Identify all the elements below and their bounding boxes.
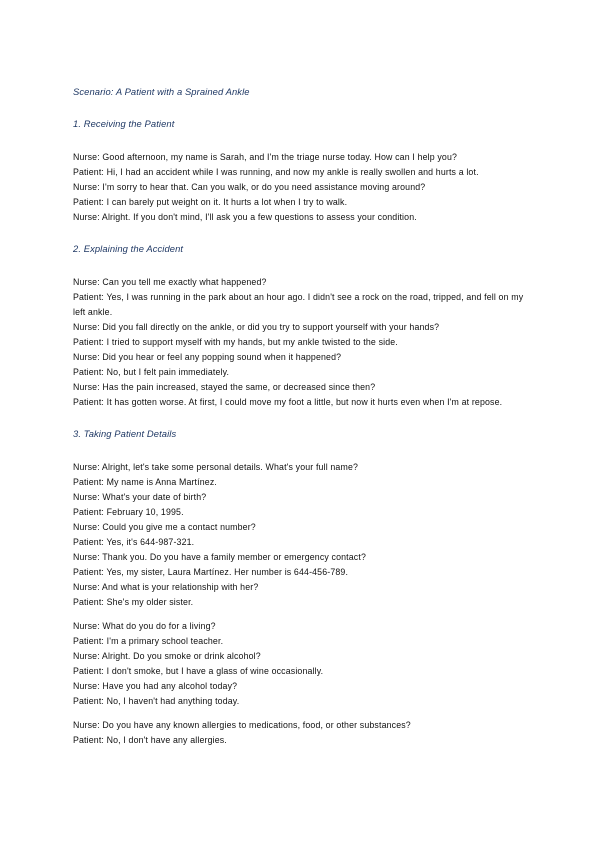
dialogue-text: Yes, I was running in the park about an hour ago. I didn't see a rock on the road, tripped, and fell on my left ankle. (73, 292, 524, 317)
speaker-label: Nurse: (73, 621, 100, 631)
speaker-label: Nurse: (73, 492, 100, 502)
speaker-label: Nurse: (73, 352, 100, 362)
speaker-label: Nurse: (73, 582, 100, 592)
paragraph-gap (73, 709, 530, 718)
speaker-label: Patient: (73, 696, 105, 706)
dialogue-text: Good afternoon, my name is Sarah, and I'm the triage nurse today. How can I help you? (102, 152, 458, 162)
speaker-label: Nurse: (73, 552, 100, 562)
dialogue-line (73, 694, 530, 709)
speaker-label: Nurse: (73, 522, 100, 532)
speaker-label: Nurse: (73, 212, 100, 222)
dialogue-text: Could you give me a contact number? (102, 522, 256, 532)
dialogue-line (73, 718, 530, 733)
dialogue-line (73, 490, 530, 505)
dialogue-text: I don't smoke, but I have a glass of wine occasionally. (106, 666, 324, 676)
dialogue-line (73, 320, 530, 335)
speaker-label: Nurse: (73, 720, 100, 730)
dialogue-line (73, 505, 530, 520)
dialogue-line (73, 679, 530, 694)
paragraph-gap (73, 610, 530, 619)
dialogue-line (73, 150, 530, 165)
dialogue-text: It has gotten worse. At first, I could move my foot a little, but now it hurts even when I'm at repose. (106, 397, 503, 407)
dialogue-text: What's your date of birth? (102, 492, 207, 502)
dialogue-text: Do you have any known allergies to medications, food, or other substances? (102, 720, 411, 730)
dialogue-text: Alright. If you don't mind, I'll ask you a few questions to assess your condition. (101, 212, 417, 222)
dialogue-line (73, 165, 530, 180)
dialogue-text: No, I haven't had anything today. (106, 696, 240, 706)
dialogue-text: Have you had any alcohol today? (102, 681, 238, 691)
dialogue-text: Can you tell me exactly what happened? (102, 277, 267, 287)
dialogue-text: I can barely put weight on it. It hurts a lot when I try to walk. (106, 197, 348, 207)
dialogue-text: Alright. Do you smoke or drink alcohol? (101, 651, 261, 661)
dialogue-line (73, 460, 530, 475)
dialogue-line (73, 350, 530, 365)
dialogue-line (73, 664, 530, 679)
dialogue-text: Thank you. Do you have a family member or emergency contact? (102, 552, 366, 562)
dialogue-text: February 10, 1995. (106, 507, 184, 517)
dialogue-text: My name is Anna Martínez. (106, 477, 217, 487)
speaker-label: Patient: (73, 167, 105, 177)
dialogue-line (73, 395, 530, 410)
speaker-label: Patient: (73, 197, 105, 207)
dialogue-line (73, 380, 530, 395)
speaker-label: Patient: (73, 597, 105, 607)
speaker-label: Nurse: (73, 182, 100, 192)
dialogue-text: What do you do for a living? (102, 621, 216, 631)
dialogue-line (73, 649, 530, 664)
dialogue-line (73, 550, 530, 565)
dialogue-line (73, 275, 530, 290)
document-title: Scenario: A Patient with a Sprained Ankle (73, 86, 250, 97)
dialogue-text: I'm a primary school teacher. (106, 636, 224, 646)
dialogue-text: Did you fall directly on the ankle, or did you try to support yourself with your hands? (102, 322, 440, 332)
dialogue-line (73, 535, 530, 550)
dialogue-text: And what is your relationship with her? (101, 582, 259, 592)
dialogue-line (73, 634, 530, 649)
section-heading: 1. Receiving the Patient (73, 118, 175, 129)
dialogue-text: No, but I felt pain immediately. (106, 367, 230, 377)
dialogue-text: She's my older sister. (106, 597, 194, 607)
dialogue-text: Did you hear or feel any popping sound when it happened? (102, 352, 342, 362)
dialogue-line (73, 210, 530, 225)
speaker-label: Patient: (73, 337, 105, 347)
speaker-label: Patient: (73, 507, 105, 517)
dialogue-line (73, 565, 530, 580)
section-heading: 3. Taking Patient Details (73, 428, 177, 439)
speaker-label: Patient: (73, 735, 105, 745)
speaker-label: Patient: (73, 666, 105, 676)
dialogue-line (73, 520, 530, 535)
dialogue-text: I'm sorry to hear that. Can you walk, or do you need assistance moving around? (102, 182, 426, 192)
dialogue-line (73, 180, 530, 195)
speaker-label: Patient: (73, 292, 105, 302)
dialogue-line (73, 195, 530, 210)
dialogue-line (73, 580, 530, 595)
speaker-label: Nurse: (73, 322, 100, 332)
speaker-label: Nurse: (73, 651, 100, 661)
speaker-label: Nurse: (73, 152, 100, 162)
dialogue-text: No, I don't have any allergies. (106, 735, 227, 745)
speaker-label: Nurse: (73, 382, 100, 392)
document-body (73, 118, 530, 748)
speaker-label: Nurse: (73, 277, 100, 287)
dialogue-text: I tried to support myself with my hands, but my ankle twisted to the side. (106, 337, 398, 347)
dialogue-line (73, 619, 530, 634)
dialogue-text: Alright, let's take some personal details. What's your full name? (101, 462, 359, 472)
dialogue-line (73, 290, 530, 320)
speaker-label: Patient: (73, 567, 105, 577)
speaker-label: Nurse: (73, 462, 100, 472)
dialogue-line (73, 335, 530, 350)
speaker-label: Patient: (73, 477, 105, 487)
dialogue-text: Yes, it's 644-987-321. (106, 537, 195, 547)
speaker-label: Nurse: (73, 681, 100, 691)
dialogue-line (73, 365, 530, 380)
dialogue-text: Hi, I had an accident while I was running, and now my ankle is really swollen and hurts a lot. (106, 167, 479, 177)
speaker-label: Patient: (73, 537, 105, 547)
section-heading: 2. Explaining the Accident (73, 243, 184, 254)
speaker-label: Patient: (73, 636, 105, 646)
speaker-label: Patient: (73, 367, 105, 377)
dialogue-text: Has the pain increased, stayed the same, or decreased since then? (102, 382, 376, 392)
dialogue-line (73, 475, 530, 490)
dialogue-text: Yes, my sister, Laura Martínez. Her number is 644-456-789. (106, 567, 349, 577)
dialogue-line (73, 595, 530, 610)
dialogue-line (73, 733, 530, 748)
speaker-label: Patient: (73, 397, 105, 407)
